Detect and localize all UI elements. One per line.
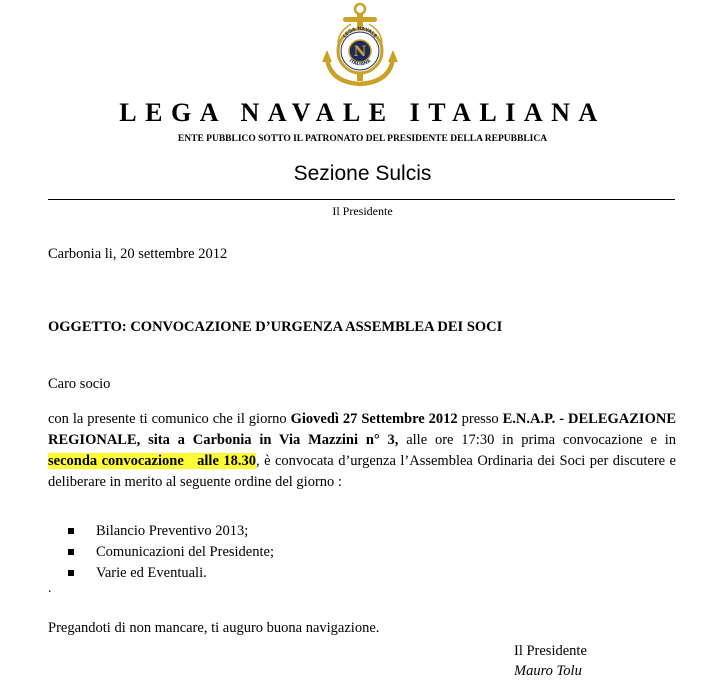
subject-line: OGGETTO: CONVOCAZIONE D’URGENZA ASSEMBLEA DEI SOCI: [48, 319, 503, 335]
organization-name: LEGA NAVALE ITALIANA: [119, 98, 606, 127]
closing-line: Pregandoti di non mancare, ti auguro buona navigazione.: [48, 620, 380, 636]
second-call-highlight: seconda convocazione alle 18.30: [48, 453, 256, 469]
body-paragraph: [48, 409, 676, 493]
section-name: Sezione Sulcis: [293, 162, 432, 185]
square-bullet-icon: [68, 570, 74, 576]
agenda-item-label: Bilancio Preventivo 2013;: [96, 523, 249, 539]
meeting-day: Giovedì 27 Settembre 2012: [290, 411, 458, 427]
header-divider: [48, 199, 675, 200]
agenda-item-label: Varie ed Eventuali.: [96, 565, 207, 581]
agenda-item-label: Comunicazioni del Presidente;: [96, 544, 274, 560]
square-bullet-icon: [68, 549, 74, 555]
header-role: Il Presidente: [332, 204, 393, 218]
body-text-3: alle ore 17:30 in prima convocazione e in: [398, 432, 676, 448]
seal-monogram: N: [353, 44, 367, 60]
signer-role: Il Presidente: [514, 643, 587, 659]
salutation: Caro socio: [48, 376, 111, 392]
agenda-item: [68, 542, 274, 563]
agenda-list: [68, 521, 274, 584]
seal-text-top: LEGA NAVALE: [342, 26, 378, 40]
signer-name: Mauro Tolu: [514, 663, 582, 679]
agenda-item: [68, 521, 274, 542]
organization-subtitle: ENTE PUBBLICO SOTTO IL PATRONATO DEL PRESIDENTE DELLA REPUBBLICA: [177, 134, 548, 144]
body-text-1: con la presente ti comunico che il giorno: [48, 411, 291, 427]
body-text-4: , è convocata d’urgenza l’Assemblea Ordinaria dei Soci per discutere e deliberare in merito al seguente ordine del giorno :: [48, 453, 676, 490]
signature-block: [514, 641, 587, 681]
stray-mark: .: [48, 581, 52, 596]
body-text-2: presso: [457, 411, 503, 427]
anchor-emblem-icon: [321, 2, 399, 90]
agenda-item: [68, 563, 274, 584]
date-line: Carbonia li, 20 settembre 2012: [48, 246, 228, 262]
square-bullet-icon: [68, 528, 74, 534]
seal-text-bottom: ITALIANA: [347, 58, 373, 68]
meeting-venue: E.N.A.P. - DELEGAZIONE REGIONALE, sita a Carbonia in Via Mazzini n° 3,: [48, 411, 676, 448]
